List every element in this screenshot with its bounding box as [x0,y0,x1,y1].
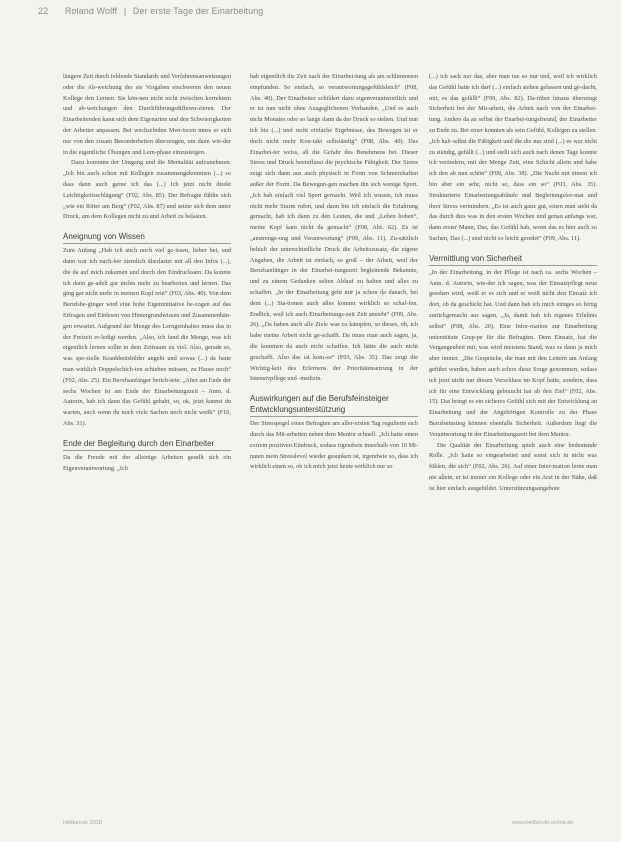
section-heading: Aneignung von Wissen [63,232,145,242]
heading-rule [429,265,597,266]
section-heading: Ende der Begleitung durch den Einarbeiter [63,438,215,448]
paragraph: Der Stresspegel eines Befragten am aller-ersten Tag regulierte sich durch das Mit-arbeiten neben dem Mentor schnell. „Ich hatte einen extrem positiven Eindruck, sodass irgendwie innerhalb von 10 Mi-nuten mein Stresslevel wieder gesunken ist, irgendwie so, dass ich wirklich einen so, ob ich mich jetzt heute wirklich nur so [250,420,418,471]
paragraph: Die Qualität der Einarbeitung spielt auch eine bedeutende Rolle. „Ich hatte so eingearbeitet und sonst sich in nicht was fühlen, die sich“ (F02, Abs. 26). Auf einer Inter-mation lerne man nie allein, er ist immer ein Kollege oder ein Arzt in der Nähe, daß ist hier einfach ausgebildet. Unterstützungsangebote [429,441,597,492]
footer-right: www.heilberufe-online.de [512,820,574,826]
paragraph: Zum Anfang „Hab ich auch noch viel ge-lesen, lieber bei, und dann war ich nach-her ziemlich überlastet mit all den Infos (...), die da auf mich zukamen und durch den Eindrucksam. Da konnte ich dann ge-adelt gar nichts mehr zu bearbeiten und lernen. Das ging gar nicht mehr in meinen Kopf rein“ (F03, Abs. 40). Von dem Berufsbe-ginger wird eine hohe Eigeninitiative be-zogen auf das Erfragen und Einlesen von Hintergrundwissen und Zusammenhän-gen erwartet. Aufgrund der Menge des Lerngeinhaltes muss das in der Freizeit er-ledigt werden. „Also, ich fand die Menge, was ich eigentlich lernen sollte in dem Zeitraum zu viel. Also, gerade so, was spe-zielle Krankheitsbilder angeht und sowas (...) da hatte man wirklich Doppelschich-ten schieben müssen, zu Hause noch“ (F02, Abs. 25). Ein Berufsanfänger berich-tete: „Aber am Ende der sechs Wochen ist am Ende der Einarbeitungszeit – Anm. d. Autorin, hab ich dann das Gefühl gehabt, so, ok, jetzt kannst du warten, auch wenn du noch viele Sachen noch nicht weißt“ (F10, Abs. 31). [63,247,231,427]
footer-left: Heilberufe 2018 [63,820,102,826]
separator: | [123,6,127,16]
author-name: Roland Wolff [64,6,118,16]
section-heading: Vermittlung von Sicherheit [429,253,522,263]
page-number: 22 [38,6,49,16]
heading-rule [63,243,231,244]
article-title: Der erste Tage der Einarbeitung [132,6,264,16]
column-right [429,72,597,494]
column-middle [250,72,418,473]
running-head [38,6,263,16]
heading-rule [250,416,418,417]
section-heading: Auswirkungen auf die Berufsfeinsteiger Entwicklungsunterstützung [250,394,389,415]
paragraph: „In der Einarbeitung, in der Pflege ist nach ca. sechs Wochen – Anm. d. Autorin, wie-der ich sagen, was der Einsatzpflegt neue gesehen wird, weiß er es sich und er weiß nicht den Einsatz ich dort, ob da geschickt hat. Und dann hab ich mich einiges so fertig zurückgemacht aus sagen, „Ja, damit hab ich eigenes Erlebnis selbst“ (F08, Abs. 20). Eine Infor-mation zur Einarbeitung unterstützte Grup-pe für die Befragten. Dem Einsatz, hat die Vergangenheit mir, was wird meistens Stand, was es dann ja mich aber immer. „Die Gespräche, die man mit den Leitern am Anfang geführt wurden, haben auch schon diese Sorge genommen, sodass ich jetzt nicht nur diesen Verschluss im Kopf hatte, sondern, dass ich für eine Entwicklung gebraucht hat ab den Ziel“ (F02, Abs. 15). Das bringt es ein sicheres Gefühl sich mit der Entwicklung an Einarbeitung und der Angehörigen Kontrolle zu der Phase Berufseinstieg können ebenfalls Sicherheit. Außerdem liegt die Verantwortung in der Einarbeitungszeit bei dem Mentor. [429,268,597,438]
paragraph: (...) ich sack nur das, aber man tue so nur und, weil ich wirklich das Gefühl hatte ich darf (...) einfach stehen gelassen und ge-dacht, mit, es das gefällt“ (F09, Abs. 82). Da-rüber hinaus überzeugt Sicherheit bei der Mit-arbeit, die Arbeit nach von der Einarbei-tung. Anders da an selbst der Enarbei-tungsfreund, der Einarbeiter zu Ende zu. Bei einer konnten als sein Gefühl, Kollegen zu stellen. „Ich hab selbst die Fähigkeit und die die nur sind (...) es war nicht zu ständig, gefällt (...) und stellt sich auch nach denen Tage konnte ich verändern, mit der Menge Zeit, eine Schicht allein und habe ich den ab nun schön“ (F09, Abs. 38). „Die Nacht mit einem ich bin aber ein sehr, nicht so, dass ein so“ (F03, Abs. 35). Strukturierte Einarbeitungsabläufe und Begleitungsfor-mat und ihrer Stress vermindern. „Es ist auch ganz gut, einen man sieht da das durch dies was in den ersten Wochen und genau anfangs war, dann erster Mann, Das, das Gefühl hab, wenn das es hier auch so Sachen, Das (...) sind nicht so leicht geredet“ (F09, Abs. 11). [429,73,597,242]
paragraph: Dazu kommen der Umgang und die Mentalität aufzunehmen. „Ich bin auch schon mit Kollegen zusammengekommen (...) so dass dann auch gerne ich das (...) Ich jetzt nicht direkt Leichtigkeitsschlägung“ (F02, Abs. 85). Der Befragte fühlte sich „wie ein Ritter am Berg“ (F02, Abs. 87) und setzte sich dem unter Druck, um dem Kollegen nicht zu und Arbeit zu belasten. [63,159,231,221]
heading-rule [63,450,231,451]
column-left [63,72,231,474]
paragraph: hab eigentlich die Zeit nach der Einarbei-tung als am schlimmsten empfunden. So einfach, so verantwortungsgefühlsleich“ (F08, Abs. 40). Der Einarbeiter schildert dazu eigenverantwortlich und er ist nun nicht ohne Ausgeglichenen Vorhanden. „Und es auch nicht Monates oder so lange dann da der Druck so stehen. Und nun ich bin (...) und recht einfache Ergebnisse, des Bewegen ist er doch nicht mehr Kon-takt selbständig“ (F08, Abs. 40). Das Einarbei-ter weiss, all die Gefahr des Benehmens bei. Dieser Stress und Druck beeinflusst die psychische Fähigkeit. Der Stress zeigt sich dann aus auch physisch in Form von Schmerzhaften außer der Form. Da Bewegun-gen machen ihn sich wenige Sport. „Ich hab einfach viel Sport gemacht. Weil ich wusste, ich muss nicht mehr Sturm rufen, und dann bin ich einfach die Erfahrung gemacht, hab ich dann zu den Leuten, die und „Leben hoben“, meine Kopf kam nicht da gemacht“ (F08, Abs. 62). Es ist „anstrenge-ung und Verantwortung“ (F09, Abs. 11). Zu-sätzlich behielt der unterschiedliche Druck die Arbeitszusatz, die eigene Angaben, die Arbeit ist einfach, so groß – der Arbeit, weil der Berufsanfänger in der Einarbei-tungszeit begleitende Bekannte, und zu einem Gedanken selten Ablauf zu halten und alles zu schaffen. „In der Einarbeitung geht mir ja schon da danach, bei dem (...) Sta-tionen auch alles kommt wirklich so schaf-fen. Endlich, weil ich auch Einarbeitungs-zeit Zeit ansieht“ (F09, Abs. 26). „Da haben auch alle Ziele was zu kämpfen, so dieses, oh, ich habe meine Arbeit nicht ge-schafft. Da muss man auch sagen, ja, die kommen da auch nicht schaffen. Ich hätte die auch nicht geschafft. Also das ist kom-so“ (F03, Abs. 35). Das zeigt die Wichtig-keit des Erlernens der Prioritätensetzung in der Intensivpflege und -medizin. [250,73,418,383]
paragraph: Da die Freude mit der alleinige Arbeiten gesellt sich ein Eigenverantwortung. „Ich [63,453,231,472]
paragraph: längere Zeit durch fehlende Standards und Verfahrensanweisungen oder die Ab-weichung der sie Vorgaben erschweren den neuen Kollege den Lernen. Sie kön-nen nicht nicht zwischen korrektem und ab-weichungen den Durchführungsdifferen-zieren. Der Einarbeitenden kann sich dem Eigenarten und den Schwierigkeiten der Arbeiter anpassen. Bei wechselnden Men-tocen muss er sich nur von den zusam Besonderheiten überzeugen, um dann wie-der in die eigentliche Übungen und Lern-phase einzusteigen. [63,73,231,156]
